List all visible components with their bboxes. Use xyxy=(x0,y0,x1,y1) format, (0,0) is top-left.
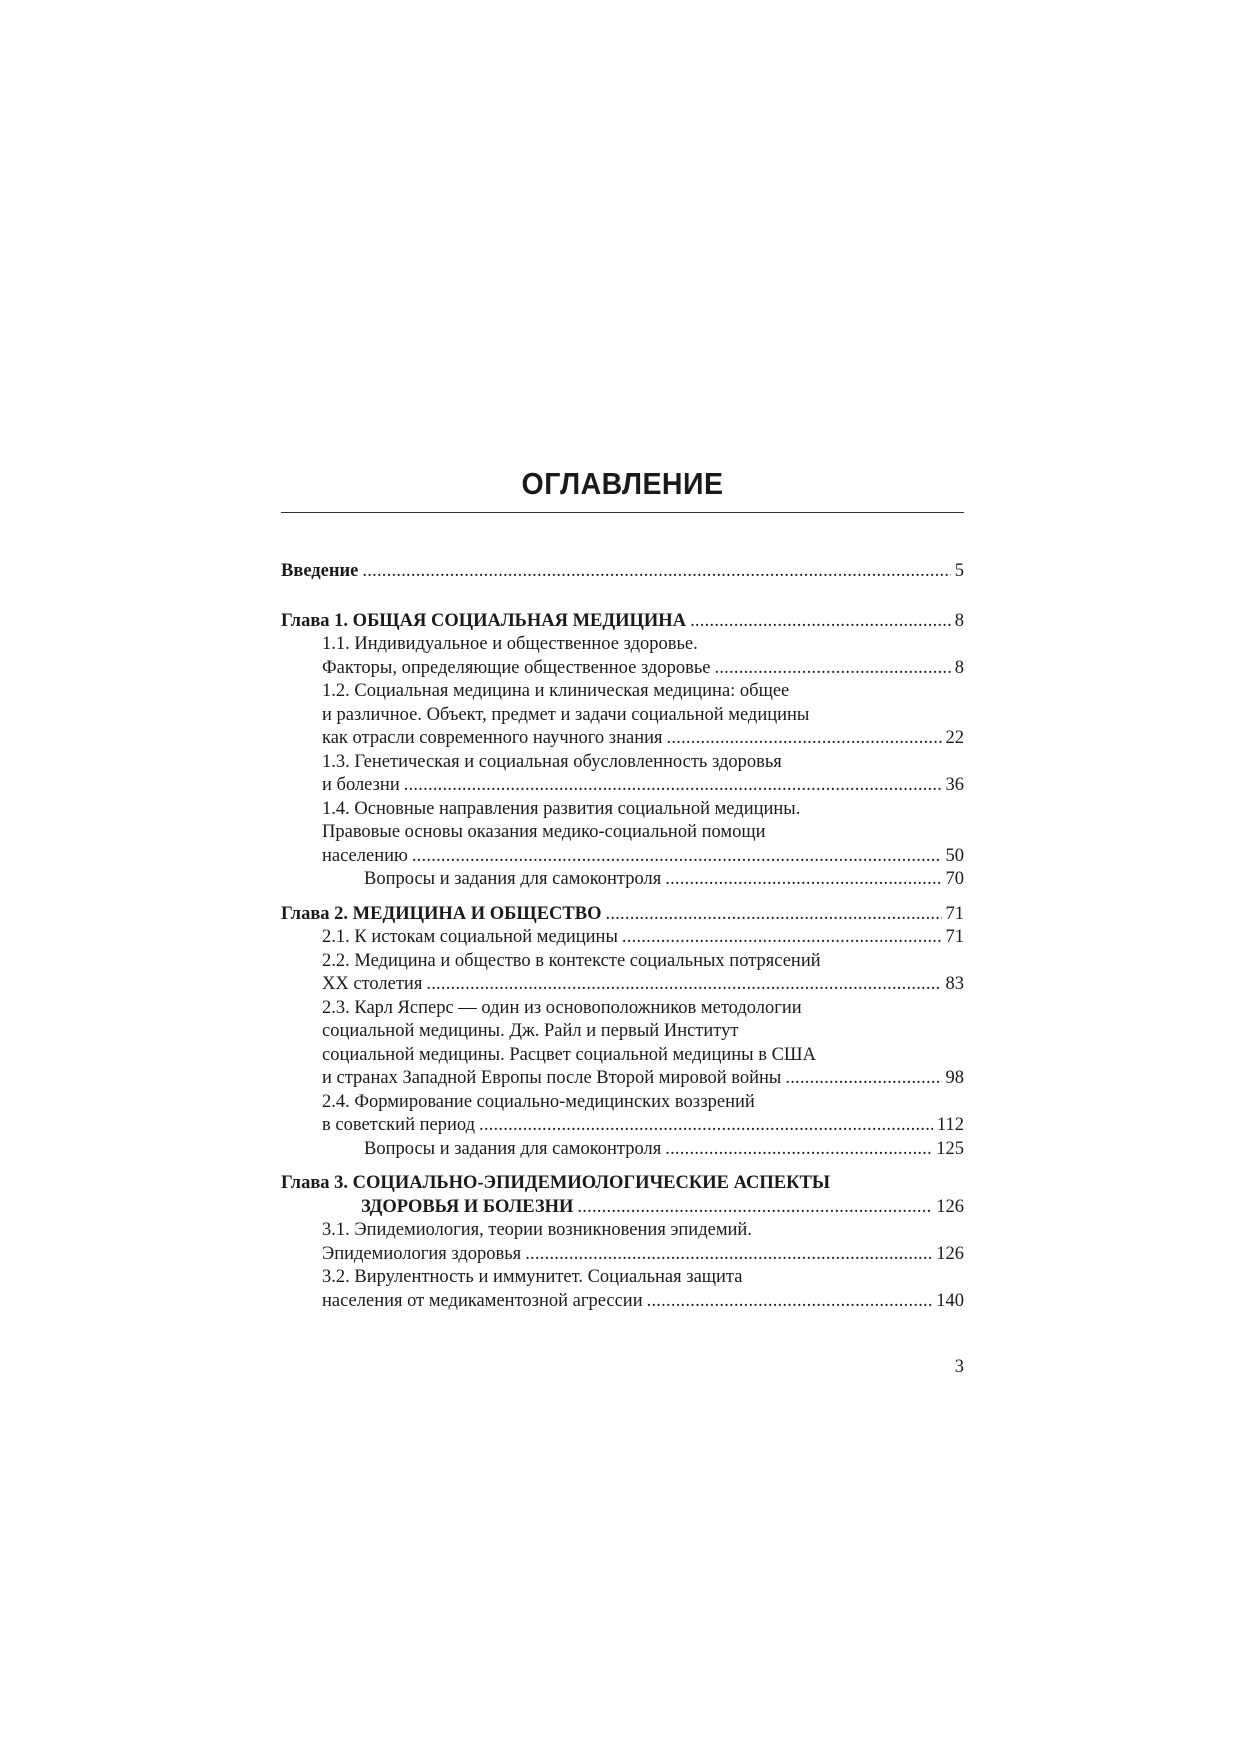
toc-entry-title: Введение xyxy=(281,561,359,581)
leader-dots xyxy=(404,774,942,798)
toc-entry-page: 83 xyxy=(945,974,964,994)
toc-chapter-heading-line[interactable]: Глава 3. СОЦИАЛЬНО-ЭПИДЕМИОЛОГИЧЕСКИЕ АСПЕКТЫ xyxy=(281,1173,831,1193)
toc-entry-title: XX столетия xyxy=(322,974,423,994)
leader-dots xyxy=(667,727,942,751)
toc-entry-page: 71 xyxy=(945,927,964,947)
toc-entry[interactable] xyxy=(281,657,964,681)
page-number: 3 xyxy=(954,1357,964,1377)
toc-entry-page: 22 xyxy=(945,728,964,748)
toc-entry-title: как отрасли современного научного знания xyxy=(322,728,663,748)
toc-chapter-1 xyxy=(281,610,964,892)
toc-entry-page: 8 xyxy=(954,657,964,678)
toc-chapter-heading[interactable] xyxy=(281,1196,964,1220)
leader-dots xyxy=(665,868,941,892)
toc-entry[interactable] xyxy=(281,845,964,869)
toc-entry-title: Вопросы и задания для самоконтроля xyxy=(364,869,662,889)
toc-entry[interactable] xyxy=(281,1114,964,1138)
leader-dots xyxy=(665,1138,932,1162)
toc-entry-page: 36 xyxy=(945,775,964,795)
toc-entry-title-line[interactable]: 1.1. Индивидуальное и общественное здоровье. xyxy=(322,634,698,654)
toc-chapter-heading[interactable] xyxy=(281,610,964,634)
toc-entry[interactable] xyxy=(281,1067,964,1091)
toc-entry-self-check[interactable] xyxy=(281,868,964,892)
toc-entry-title: ЗДОРОВЬЯ И БОЛЕЗНИ xyxy=(361,1196,574,1217)
toc-entry-title-line[interactable]: 1.2. Социальная медицина и клиническая медицина: общее xyxy=(322,681,790,701)
leader-dots xyxy=(647,1290,933,1314)
toc-entry-title: и болезни xyxy=(322,775,400,795)
toc-entry-title: Эпидемиология здоровья xyxy=(322,1243,522,1264)
toc-entry-page: 50 xyxy=(945,845,964,866)
toc-entry-title-line[interactable]: социальной медицины. Дж. Райл и первый Институт xyxy=(322,1021,739,1041)
toc-entry-self-check[interactable] xyxy=(281,1138,964,1162)
toc-entry-title-line[interactable]: социальной медицины. Расцвет социальной медицины в США xyxy=(322,1044,816,1065)
toc-entry-page: 125 xyxy=(936,1138,964,1159)
toc-entry[interactable] xyxy=(281,926,964,950)
toc-entry-title-line[interactable]: 2.2. Медицина и общество в контексте социальных потрясений xyxy=(322,950,821,971)
toc-entry-page: 5 xyxy=(954,561,964,581)
leader-dots xyxy=(412,845,942,869)
toc-chapter-heading[interactable] xyxy=(281,903,964,927)
toc-entry-title-line[interactable]: и различное. Объект, предмет и задачи социальной медицины xyxy=(322,704,810,725)
toc-entry-title: населению xyxy=(322,845,408,866)
toc-entry-title-line[interactable]: 2.4. Формирование социально-медицинских воззрений xyxy=(322,1091,755,1112)
toc-entry-title: Факторы, определяющие общественное здоровье xyxy=(322,657,711,678)
leader-dots xyxy=(785,1067,941,1091)
toc-entry-title: 2.1. К истокам социальной медицины xyxy=(322,927,618,947)
table-of-contents xyxy=(281,560,964,1313)
toc-entry-page: 71 xyxy=(945,903,964,924)
toc-entry-page: 98 xyxy=(945,1068,964,1088)
toc-entry-title: и странах Западной Европы после Второй мировой войны xyxy=(322,1068,782,1088)
toc-entry[interactable] xyxy=(281,774,964,798)
title-rule xyxy=(281,512,964,513)
toc-entry-page: 126 xyxy=(936,1243,964,1264)
toc-entry-title: населения от медикаментозной агрессии xyxy=(322,1290,643,1311)
toc-page xyxy=(281,0,964,1755)
leader-dots xyxy=(622,926,942,950)
toc-entry-page: 140 xyxy=(936,1290,964,1311)
leader-dots xyxy=(714,657,950,681)
toc-entry-title-line[interactable]: 1.4. Основные направления развития социальной медицины. xyxy=(322,798,801,819)
toc-entry-page: 8 xyxy=(954,610,964,631)
toc-chapter-3 xyxy=(281,1172,964,1313)
leader-dots xyxy=(605,903,941,927)
toc-chapter-2 xyxy=(281,903,964,1162)
toc-entry[interactable] xyxy=(281,973,964,997)
toc-entry-title-line[interactable]: 2.3. Карл Ясперс — один из основоположников методологии xyxy=(322,997,802,1018)
leader-dots xyxy=(577,1196,932,1220)
toc-entry-title-line[interactable]: Правовые основы оказания медико-социальной помощи xyxy=(322,822,766,842)
leader-dots xyxy=(426,973,941,997)
toc-entry-title: Глава 2. МЕДИЦИНА И ОБЩЕСТВО xyxy=(281,903,602,924)
toc-entry-page: 126 xyxy=(936,1196,964,1217)
toc-entry-page: 112 xyxy=(936,1115,964,1135)
toc-entry-title-line[interactable]: 1.3. Генетическая и социальная обусловленность здоровья xyxy=(322,751,782,772)
toc-entry[interactable] xyxy=(281,1290,964,1314)
toc-entry-title: в советский период xyxy=(322,1115,475,1135)
leader-dots xyxy=(362,560,950,584)
toc-entry[interactable] xyxy=(281,727,964,751)
toc-entry-page: 70 xyxy=(945,869,964,889)
leader-dots xyxy=(479,1114,933,1138)
toc-entry-title: Вопросы и задания для самоконтроля xyxy=(364,1138,662,1159)
toc-entry-title-line[interactable]: 3.2. Вирулентность и иммунитет. Социальная защита xyxy=(322,1267,743,1287)
toc-entry-title: Глава 1. ОБЩАЯ СОЦИАЛЬНАЯ МЕДИЦИНА xyxy=(281,610,687,631)
toc-entry[interactable] xyxy=(281,1243,964,1267)
leader-dots xyxy=(525,1243,932,1267)
leader-dots xyxy=(690,610,951,634)
toc-entry-title-line[interactable]: 3.1. Эпидемиология, теории возникновения эпидемий. xyxy=(322,1220,752,1240)
page-title: ОГЛАВЛЕНИЕ xyxy=(521,466,724,501)
toc-entry-intro[interactable] xyxy=(281,560,964,584)
